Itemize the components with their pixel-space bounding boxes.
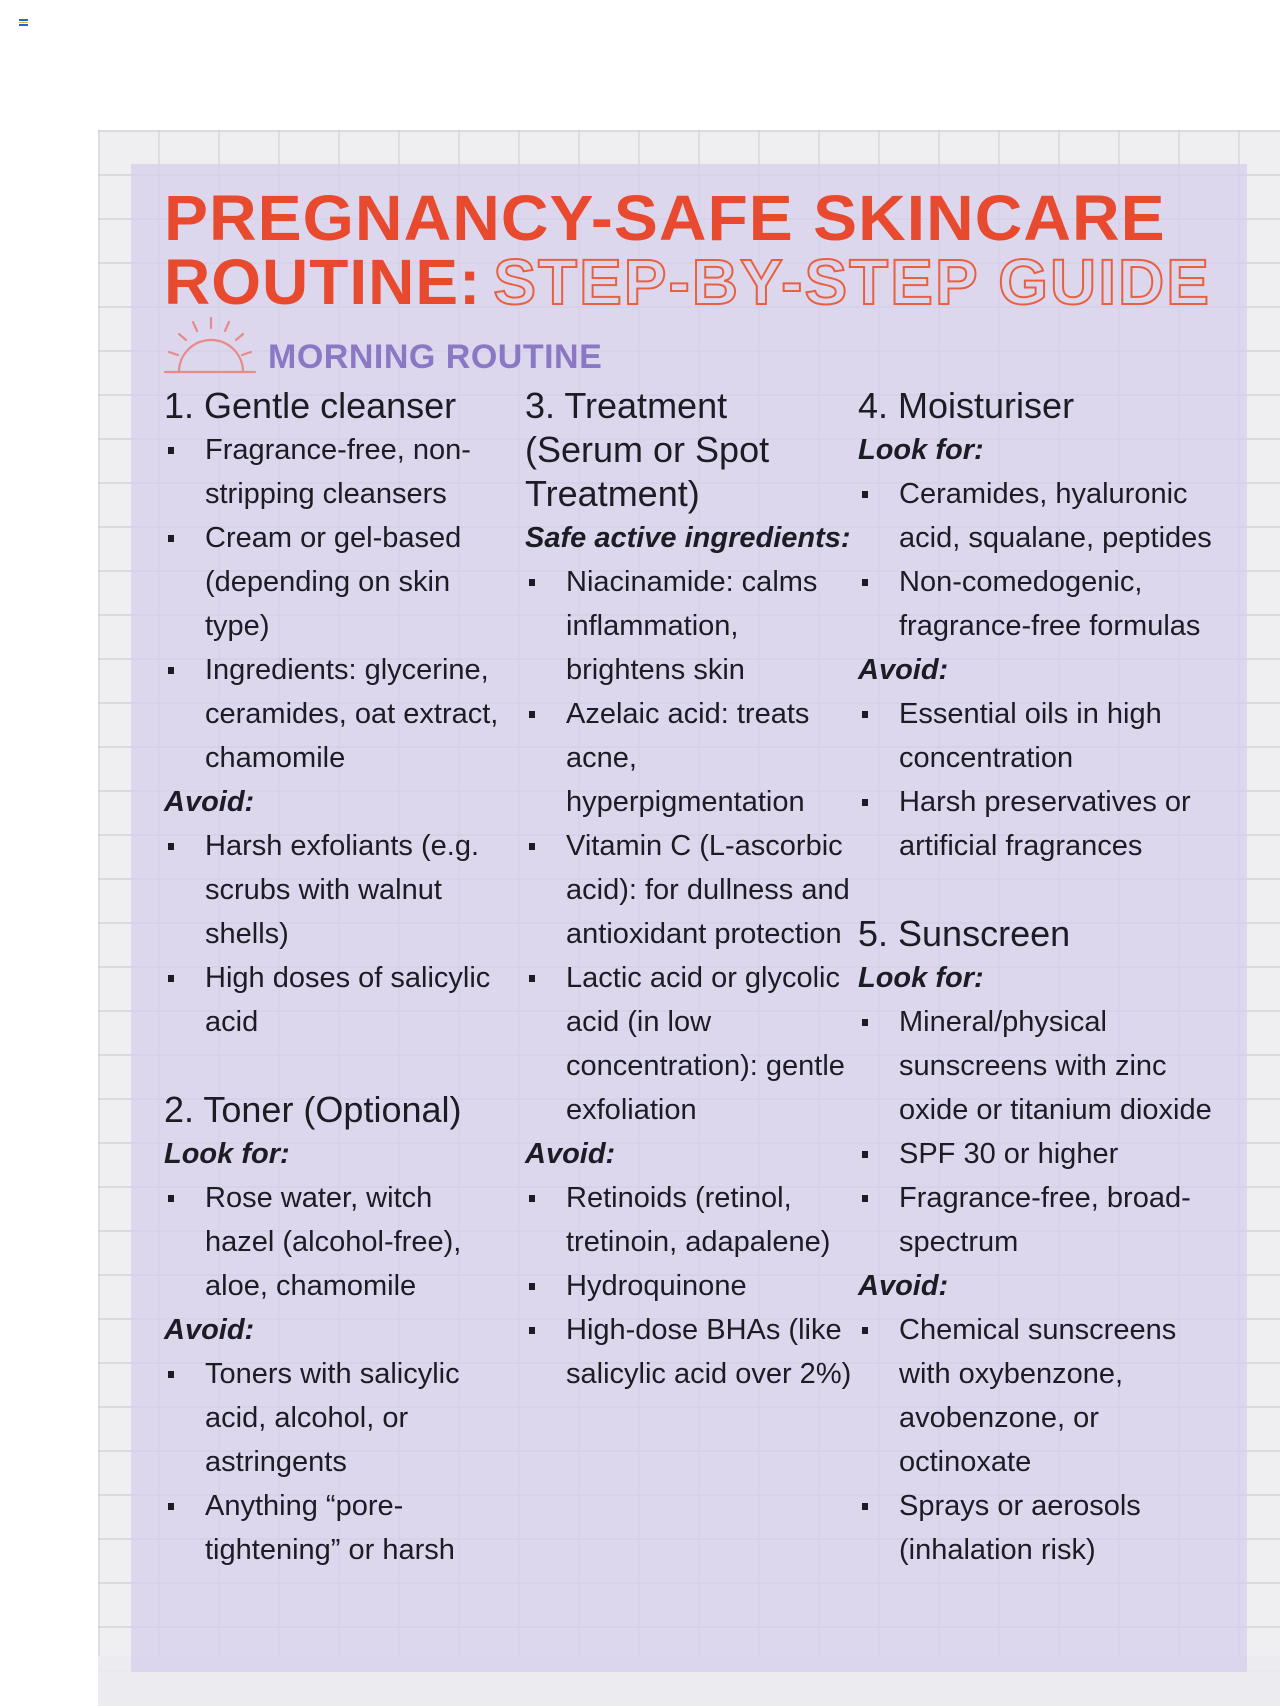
column-3 bbox=[858, 384, 1228, 1572]
avoid-label: Avoid: bbox=[164, 786, 255, 818]
step-toner-title: 2. Toner (Optional) bbox=[164, 1089, 462, 1130]
list-item: Fragrance-free, non-stripping cleansers bbox=[164, 428, 504, 516]
list-item: Retinoids (retinol, tretinoin, adapalene) bbox=[525, 1176, 855, 1264]
look-for-label: Look for: bbox=[858, 962, 984, 994]
step-sunscreen-title: 5. Sunscreen bbox=[858, 913, 1071, 954]
sunscreen-avoid-list bbox=[858, 1308, 1228, 1572]
step-treatment-title: 3. Treatment (Serum or Spot Treatment) bbox=[525, 385, 770, 514]
list-item: Hydroquinone bbox=[525, 1264, 855, 1308]
list-item: Harsh preservatives or artificial fragrances bbox=[858, 780, 1228, 868]
step-cleanser-title: 1. Gentle cleanser bbox=[164, 385, 457, 426]
moisturiser-list bbox=[858, 472, 1228, 648]
list-item: Ingredients: glycerine, ceramides, oat extract, chamomile bbox=[164, 648, 504, 780]
list-item: Niacinamide: calms inflammation, brightens skin bbox=[525, 560, 855, 692]
page-title bbox=[164, 182, 1224, 318]
cleanser-avoid-list bbox=[164, 824, 504, 1044]
list-item: Azelaic acid: treats acne, hyperpigmentation bbox=[525, 692, 855, 824]
list-item: Harsh exfoliants (e.g. scrubs with walnut shells) bbox=[164, 824, 504, 956]
column-1 bbox=[164, 384, 504, 1572]
title-line-1: PREGNANCY-SAFE SKINCARE bbox=[164, 182, 1166, 254]
list-item: Lactic acid or glycolic acid (in low concentration): gentle exfoliation bbox=[525, 956, 855, 1132]
step-moisturiser-title: 4. Moisturiser bbox=[858, 385, 1075, 426]
toner-avoid-list bbox=[164, 1352, 504, 1572]
title-solid-part: ROUTINE: bbox=[164, 246, 482, 318]
list-item: High doses of salicylic acid bbox=[164, 956, 504, 1044]
list-item: Anything “pore-tightening” or harsh bbox=[164, 1484, 504, 1572]
treatment-avoid-list bbox=[525, 1176, 855, 1396]
column-2 bbox=[525, 384, 855, 1396]
list-item: Vitamin C (L-ascorbic acid): for dullness and antioxidant protection bbox=[525, 824, 855, 956]
list-item: High-dose BHAs (like salicylic acid over 2%) bbox=[525, 1308, 855, 1396]
avoid-label: Avoid: bbox=[858, 1270, 949, 1302]
sunrise-icon bbox=[163, 316, 257, 376]
title-line-2 bbox=[164, 246, 1224, 318]
look-for-label: Look for: bbox=[164, 1138, 290, 1170]
avoid-label: Avoid: bbox=[525, 1138, 616, 1170]
avoid-label: Avoid: bbox=[858, 654, 949, 686]
toner-list bbox=[164, 1176, 504, 1308]
flag-icon bbox=[19, 19, 28, 26]
list-item: Essential oils in high concentration bbox=[858, 692, 1228, 780]
list-item: Sprays or aerosols (inhalation risk) bbox=[858, 1484, 1228, 1572]
avoid-label: Avoid: bbox=[164, 1314, 255, 1346]
treatment-list bbox=[525, 560, 855, 1132]
safe-ingredients-label: Safe active ingredients: bbox=[525, 522, 851, 554]
look-for-label: Look for: bbox=[858, 434, 984, 466]
title-outline-part: STEP-BY-STEP GUIDE bbox=[493, 246, 1211, 318]
list-item: SPF 30 or higher bbox=[858, 1132, 1228, 1176]
moisturiser-avoid-list bbox=[858, 692, 1228, 868]
list-item: Non-comedogenic, fragrance-free formulas bbox=[858, 560, 1228, 648]
list-item: Ceramides, hyaluronic acid, squalane, peptides bbox=[858, 472, 1228, 560]
list-item: Chemical sunscreens with oxybenzone, avobenzone, or octinoxate bbox=[858, 1308, 1228, 1484]
list-item: Cream or gel-based (depending on skin type) bbox=[164, 516, 504, 648]
cleanser-list bbox=[164, 428, 504, 780]
list-item: Fragrance-free, broad-spectrum bbox=[858, 1176, 1228, 1264]
sunscreen-list bbox=[858, 1000, 1228, 1264]
list-item: Mineral/physical sunscreens with zinc oxide or titanium dioxide bbox=[858, 1000, 1228, 1132]
list-item: Toners with salicylic acid, alcohol, or astringents bbox=[164, 1352, 504, 1484]
list-item: Rose water, witch hazel (alcohol-free), aloe, chamomile bbox=[164, 1176, 504, 1308]
section-heading: MORNING ROUTINE bbox=[268, 338, 603, 376]
